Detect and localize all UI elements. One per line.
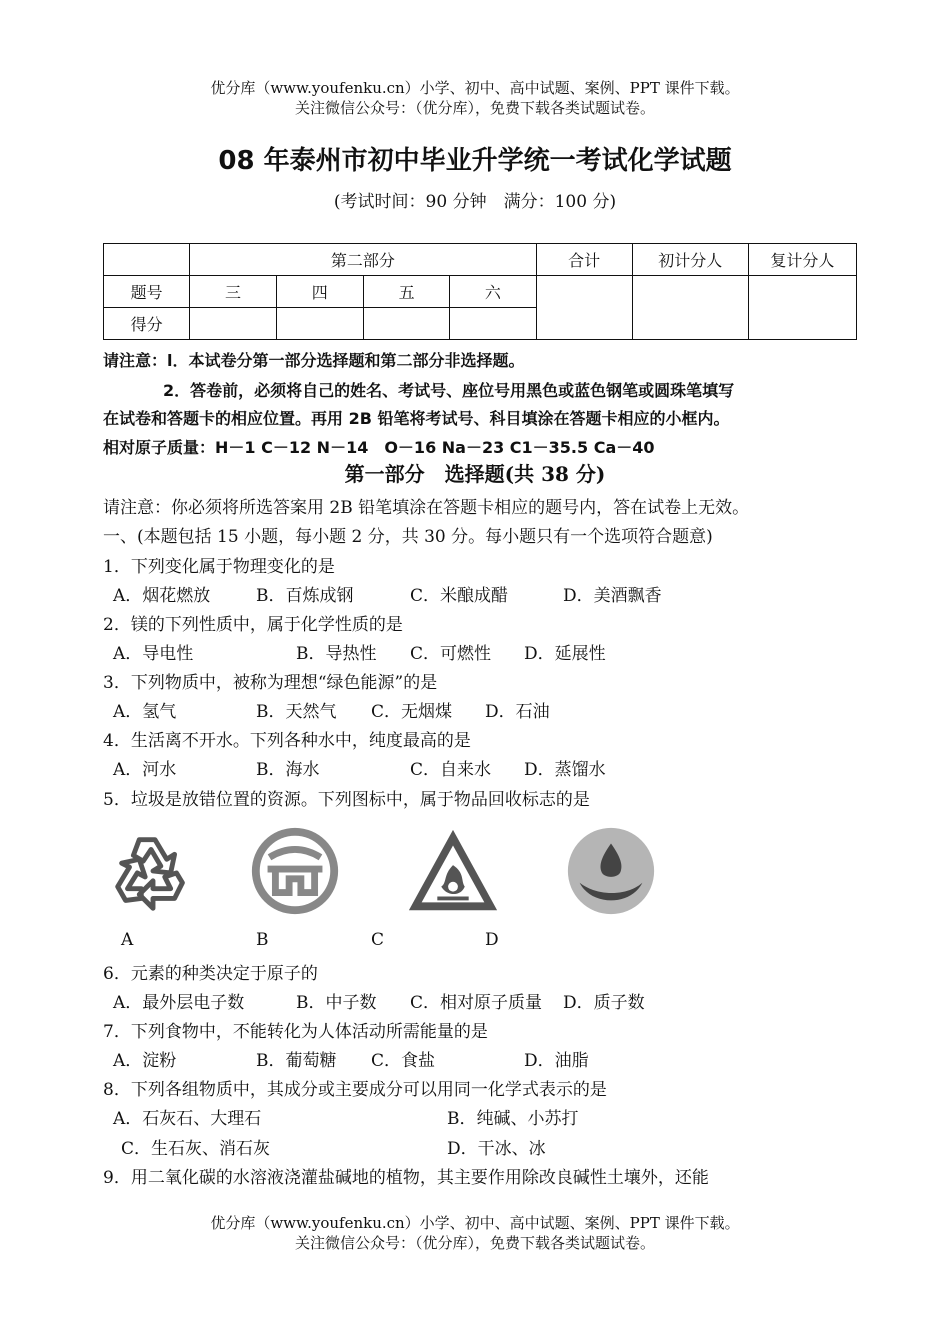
row-score-label: 得分 — [104, 308, 190, 340]
col-4: 四 — [276, 276, 363, 308]
col-6: 六 — [450, 276, 536, 308]
col-3: 三 — [190, 276, 276, 308]
q2-option-c: C．可燃性 — [410, 644, 492, 664]
score-table — [103, 243, 857, 340]
first-grader-cell — [632, 276, 748, 340]
q8-option-d: D．干冰、冰 — [447, 1139, 546, 1159]
q5-label-d: D — [485, 930, 499, 950]
q6-stem: 6．元素的种类决定于原子的 — [103, 964, 318, 984]
total-cell — [536, 276, 632, 340]
q6-option-c: C．相对原子质量 — [410, 993, 543, 1013]
note-1: 请注意：l．本试卷分第一部分选择题和第二部分非选择题。 — [103, 351, 525, 370]
q8-option-a: A．石灰石、大理石 — [113, 1109, 262, 1129]
q2-option-a: A．导电性 — [113, 644, 194, 664]
q7-option-b: B．葡萄糖 — [256, 1051, 337, 1071]
q4-option-b: B．海水 — [256, 760, 320, 780]
note-2a: 2．答卷前，必须将自己的姓名、考试号、座位号用黑色或蓝色钢笔或圆珠笔填写 — [163, 381, 735, 400]
q5-label-c: C — [371, 930, 385, 950]
recycle-icon — [104, 822, 202, 920]
part2-header: 第二部分 — [190, 244, 536, 276]
q4-stem: 4．生活离不开水。下列各种水中，纯度最高的是 — [103, 731, 471, 751]
first-grader-header: 初计分人 — [632, 244, 748, 276]
q4-option-a: A．河水 — [113, 760, 177, 780]
footer-line-2: 关注微信公众号：（优分库），免费下载各类试题试卷。 — [294, 1234, 655, 1252]
q3-option-b: B．天然气 — [256, 702, 337, 722]
q1-option-b: B．百炼成钢 — [256, 586, 354, 606]
q7-option-c: C．食盐 — [371, 1051, 436, 1071]
q1-option-c: C．米酿成醋 — [410, 586, 509, 606]
q2-option-b: B．导热性 — [296, 644, 377, 664]
q6-option-a: A．最外层电子数 — [113, 993, 245, 1013]
atomic-mass: 相对原子质量：H－1 C－12 N－14 O－16 Na－23 C1－35.5 Ca－40 — [103, 438, 655, 457]
q7-option-d: D．油脂 — [524, 1051, 589, 1071]
q1-option-d: D．美酒飘香 — [563, 586, 662, 606]
q8-stem: 8．下列各组物质中，其成分或主要成分可以用同一化学式表示的是 — [103, 1080, 607, 1100]
q3-stem: 3．下列物质中，被称为理想“绿色能源”的是 — [103, 673, 438, 693]
header-line-1: 优分库（www.youfenku.cn）小学、初中、高中试题、案例、PPT 课件下载。 — [210, 79, 740, 97]
second-grader-header: 复计分人 — [748, 244, 856, 276]
water-saving-icon — [246, 822, 344, 920]
q3-option-c: C．无烟煤 — [371, 702, 453, 722]
section-intro: 一、(本题包括 15 小题，每小题 2 分，共 30 分。每小题只有一个选项符合题意) — [103, 527, 713, 547]
water-drop-icon — [562, 822, 660, 920]
q7-option-a: A．淀粉 — [113, 1051, 177, 1071]
q6-option-b: B．中子数 — [296, 993, 377, 1013]
col-5: 五 — [363, 276, 449, 308]
q5-stem: 5．垃圾是放错位置的资源。下列图标中，属于物品回收标志的是 — [103, 790, 590, 810]
note-2b: 在试卷和答题卡的相应位置。再用 2B 铅笔将考试号、科目填涂在答题卡相应的小框内。 — [103, 409, 730, 428]
q1-option-a: A．烟花燃放 — [113, 586, 211, 606]
q7-stem: 7．下列食物中，不能转化为人体活动所需能量的是 — [103, 1022, 488, 1042]
row-question-label: 题号 — [104, 276, 190, 308]
footer-line-1: 优分库（www.youfenku.cn）小学、初中、高中试题、案例、PPT 课件下载。 — [210, 1214, 740, 1232]
header-line-2: 关注微信公众号：（优分库），免费下载各类试题试卷。 — [294, 99, 655, 117]
q4-option-d: D．蒸馏水 — [524, 760, 606, 780]
q4-option-c: C．自来水 — [410, 760, 492, 780]
q8-option-c: C．生石灰、消石灰 — [121, 1139, 271, 1159]
exam-info: (考试时间：90 分钟 满分：100 分) — [333, 192, 617, 212]
q8-option-b: B．纯碱、小苏打 — [447, 1109, 579, 1129]
q3-option-a: A．氢气 — [113, 702, 177, 722]
q5-label-b: B — [256, 930, 269, 950]
flammable-warning-icon — [404, 822, 502, 920]
page-title: 08 年泰州市初中毕业升学统一考试化学试题 — [218, 146, 732, 176]
q5-label-a: A — [121, 930, 134, 950]
section-heading: 第一部分 选择题(共 38 分) — [344, 462, 606, 486]
q9-stem: 9．用二氧化碳的水溶液浇灌盐碱地的植物，其主要作用除改良碱性土壤外，还能 — [103, 1168, 709, 1188]
second-grader-cell — [748, 276, 856, 340]
q1-stem: 1．下列变化属于物理变化的是 — [103, 557, 335, 577]
q3-option-d: D．石油 — [485, 702, 550, 722]
q2-stem: 2．镁的下列性质中，属于化学性质的是 — [103, 615, 403, 635]
section-notice: 请注意：你必须将所选答案用 2B 铅笔填涂在答题卡相应的题号内，答在试卷上无效。 — [103, 498, 750, 518]
q6-option-d: D．质子数 — [563, 993, 645, 1013]
q2-option-d: D．延展性 — [524, 644, 606, 664]
total-header: 合计 — [536, 244, 632, 276]
